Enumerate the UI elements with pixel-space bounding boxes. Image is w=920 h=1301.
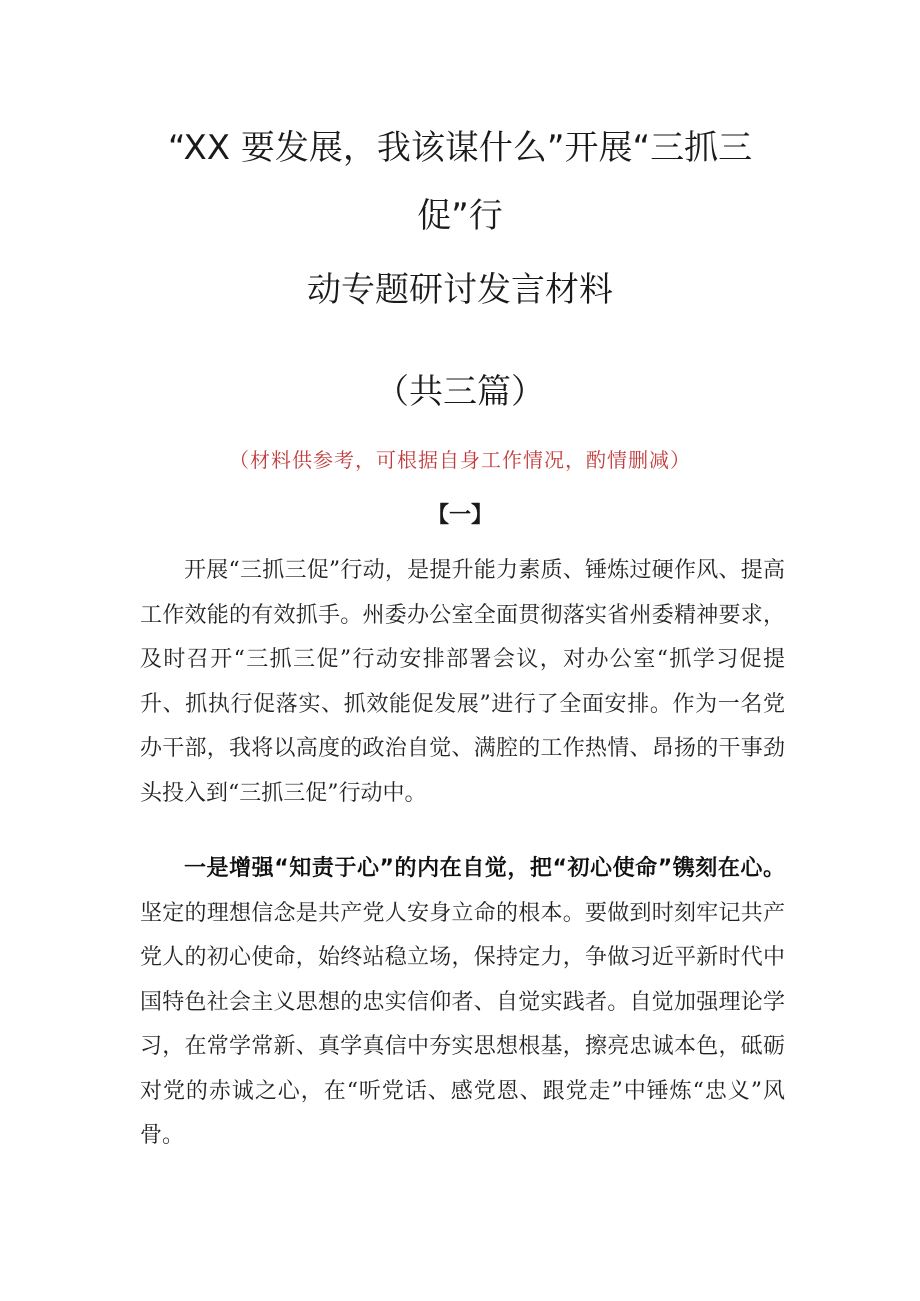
document-title-line-1: “XX 要发展，我该谋什么”开展“三抓三: [167, 128, 753, 168]
paragraph-point-one-lead: 一是增强“知责于心”的内在自觉，把“初心使命”镌刻在心。: [184, 856, 785, 881]
paragraph-intro: 开展“三抓三促”行动，是提升能力素质、锤炼过硬作风、提高工作效能的有效抓手。州委办公室全面贯彻落实省州委精神要求，及时召开“三抓三促”行动安排部署会议，对办公室“抓学习促提升、抓执行促落实、抓效能促发展”进行了全面安排。作为一名党办干部，我将以高度的政治自觉、满腔的工作热情、昂扬的干事劲头投入到“三抓三促”行动中。: [140, 558, 785, 806]
section-marker: 【一】: [426, 503, 493, 528]
document-subtitle: （共三篇）: [375, 372, 545, 412]
document-title-line-2: 促”行: [417, 196, 503, 236]
reference-note: （材料供参考，可根据自身工作情况，酌情删减）: [229, 448, 691, 472]
document-title-line-3: 动专题研讨发言材料: [307, 270, 613, 310]
paragraph-point-one: [140, 847, 785, 1159]
paragraph-point-one-body: 坚定的理想信念是共产党人安身立命的根本。要做到时刻牢记共产党人的初心使命，始终站稳立场，保持定力，争做习近平新时代中国特色社会主义思想的忠实信仰者、自觉实践者。自觉加强理论学习，在常学常新、真学真信中夯实思想根基，擦亮忠诚本色，砥砺对党的赤诚之心，在“听党话、感党恩、跟党走”中锤炼“忠义”风骨。: [140, 900, 785, 1148]
